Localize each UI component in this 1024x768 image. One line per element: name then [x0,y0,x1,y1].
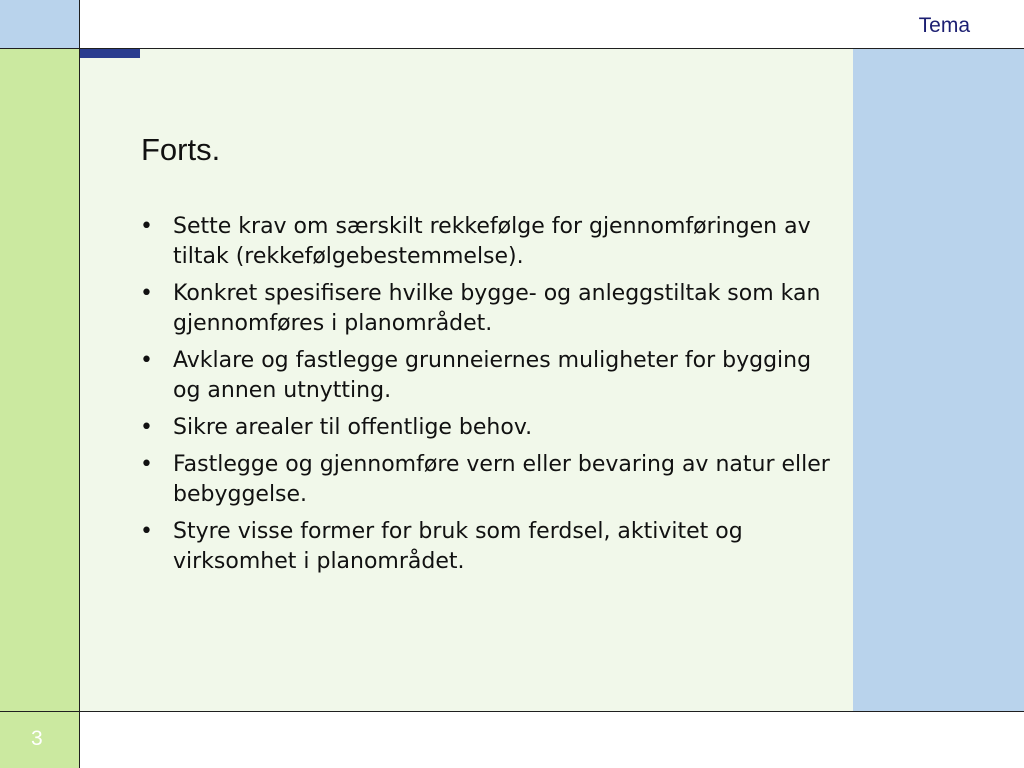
bullet-text: Konkret spesifisere hvilke bygge- og anleggstiltak som kan gjennomføres i planområdet. [173,281,821,336]
slide-title: Forts. [141,132,221,167]
page-number: 3 [31,727,43,750]
left-top-panel [0,0,79,48]
bullet-item [140,450,830,510]
bullet-item [140,212,830,272]
footer-divider [0,711,1024,712]
bullet-text: Fastlegge og gjennomføre vern eller bevaring av natur eller bebyggelse. [173,452,830,507]
left-sidebar-panel [0,49,79,711]
header-section-label: Tema [918,14,970,37]
accent-bar [80,49,140,58]
bullet-glyph: • [140,519,153,544]
bullet-glyph: • [140,415,153,440]
right-panel [853,49,1024,711]
bullet-item [140,517,830,577]
bullet-text: Avklare og fastlegge grunneiernes muligheter for bygging og annen utnytting. [173,348,812,403]
bullet-glyph: • [140,214,153,239]
bullet-item [140,413,830,443]
bullet-text: Sette krav om særskilt rekkefølge for gjennomføringen av tiltak (rekkefølgebestemmelse). [173,214,811,269]
bullet-item [140,279,830,339]
bullet-item [140,346,830,406]
bullet-glyph: • [140,348,153,373]
bullet-glyph: • [140,452,153,477]
header-divider [0,48,1024,49]
bullet-text: Sikre arealer til offentlige behov. [173,415,533,440]
bullet-glyph: • [140,281,153,306]
bullet-text: Styre visse former for bruk som ferdsel, aktivitet og virksomhet i planområdet. [173,519,743,574]
bullet-list [140,212,830,584]
vertical-divider [79,0,80,768]
